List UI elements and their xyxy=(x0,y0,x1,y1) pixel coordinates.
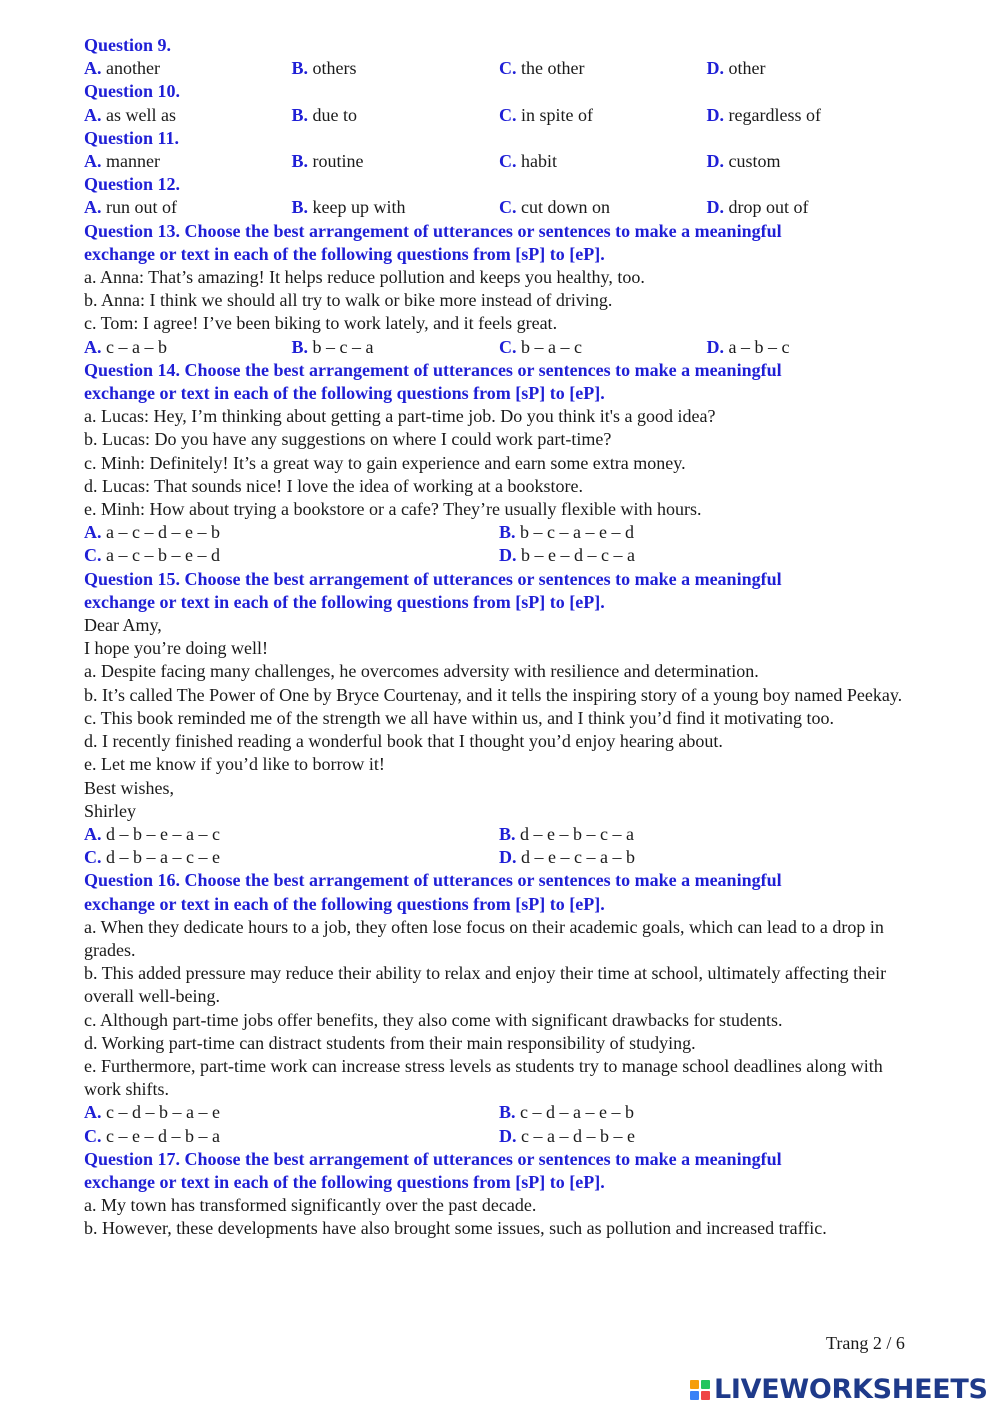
letter-signature: Shirley xyxy=(84,800,136,821)
option-d[interactable]: D. drop out of xyxy=(706,197,809,218)
utterance-b: b. Anna: I think we should all try to walk or bike more instead of driving. xyxy=(84,290,613,311)
option-c[interactable]: C. habit xyxy=(499,151,557,172)
sentence-a: a. My town has transformed significantly over the past decade. xyxy=(84,1195,537,1216)
sentence-c: c. Although part-time jobs offer benefits, they also come with significant drawbacks for students. xyxy=(84,1009,783,1030)
question-13-options xyxy=(84,336,914,359)
option-d[interactable]: D. b – e – d – c – a xyxy=(499,545,635,566)
sentence-b: b. This added pressure may reduce their ability to relax and enjoy their time at school, ultimately affecting their overall well-being. xyxy=(84,963,887,1007)
question-13-title: Question 13. Choose the best arrangement of utterances or sentences to make a meaningful xyxy=(84,220,782,241)
option-b[interactable]: B. others xyxy=(291,58,357,79)
sentence-d: d. I recently finished reading a wonderful book that I thought you’d enjoy hearing about. xyxy=(84,731,723,752)
question-9-options xyxy=(84,57,914,80)
question-10-title: Question 10. xyxy=(84,81,181,102)
question-10-options xyxy=(84,104,914,127)
utterance-d: d. Lucas: That sounds nice! I love the idea of working at a bookstore. xyxy=(84,475,584,496)
question-15-title: Question 15. Choose the best arrangement of utterances or sentences to make a meaningful xyxy=(84,568,782,589)
letter-opening: I hope you’re doing well! xyxy=(84,638,268,659)
option-b[interactable]: B. c – d – a – e – b xyxy=(499,1102,634,1123)
option-c[interactable]: C. a – c – b – e – d xyxy=(84,545,220,566)
option-d[interactable]: D. c – a – d – b – e xyxy=(499,1125,635,1146)
question-12-title: Question 12. xyxy=(84,174,181,195)
option-a[interactable]: A. another xyxy=(84,58,160,79)
option-c[interactable]: C. b – a – c xyxy=(499,336,582,357)
question-16-title: Question 16. Choose the best arrangement of utterances or sentences to make a meaningful xyxy=(84,870,782,891)
liveworksheets-logo xyxy=(690,1374,988,1405)
logo-text: LIVEWORKSHEETS xyxy=(714,1374,988,1405)
question-15-options-row2 xyxy=(84,846,914,869)
sentence-b: b. However, these developments have also brought some issues, such as pollution and increased traffic. xyxy=(84,1218,827,1239)
question-9-title: Question 9. xyxy=(84,35,172,55)
option-a[interactable]: A. manner xyxy=(84,151,160,172)
option-d[interactable]: D. d – e – c – a – b xyxy=(499,847,635,868)
option-d[interactable]: D. other xyxy=(706,58,766,79)
question-17-title: Question 17. Choose the best arrangement of utterances or sentences to make a meaningful xyxy=(84,1148,782,1169)
page-number: Trang 2 / 6 xyxy=(826,1333,905,1353)
question-15-options-row1 xyxy=(84,823,914,846)
option-c[interactable]: C. in spite of xyxy=(499,104,593,125)
sentence-a: a. Despite facing many challenges, he overcomes adversity with resilience and determination. xyxy=(84,661,759,682)
utterance-a: a. Anna: That’s amazing! It helps reduce pollution and keeps you healthy, too. xyxy=(84,267,645,288)
question-15-title-cont: exchange or text in each of the following questions from [sP] to [eP]. xyxy=(84,591,605,612)
option-b[interactable]: B. due to xyxy=(291,104,358,125)
question-11-title: Question 11. xyxy=(84,127,180,148)
option-d[interactable]: D. regardless of xyxy=(706,104,821,125)
question-16-title-cont: exchange or text in each of the following questions from [sP] to [eP]. xyxy=(84,893,605,914)
question-16-options-row2 xyxy=(84,1125,914,1148)
letter-greeting: Dear Amy, xyxy=(84,615,162,636)
question-14-title-cont: exchange or text in each of the following questions from [sP] to [eP]. xyxy=(84,383,605,404)
sentence-e: e. Furthermore, part-time work can increase stress levels as students try to manage school deadlines along with work shifts. xyxy=(84,1055,883,1100)
option-b[interactable]: B. b – c – a – e – d xyxy=(499,522,634,543)
question-13-title-cont: exchange or text in each of the following questions from [sP] to [eP]. xyxy=(84,243,605,264)
sentence-d: d. Working part-time can distract students from their main responsibility of studying. xyxy=(84,1032,696,1053)
option-b[interactable]: B. b – c – a xyxy=(291,336,374,357)
question-12-options xyxy=(84,196,914,219)
logo-icon xyxy=(690,1380,710,1400)
worksheet-page xyxy=(84,34,914,1241)
utterance-e: e. Minh: How about trying a bookstore or a cafe? They’re usually flexible with hours. xyxy=(84,499,702,520)
option-a[interactable]: A. c – d – b – a – e xyxy=(84,1102,220,1123)
question-14-options-row2 xyxy=(84,544,914,567)
option-a[interactable]: A. a – c – d – e – b xyxy=(84,522,220,543)
sentence-a: a. When they dedicate hours to a job, they often lose focus on their academic goals, which can lead to a drop in grades. xyxy=(84,916,884,960)
option-a[interactable]: A. d – b – e – a – c xyxy=(84,823,220,844)
sentence-b: b. It’s called The Power of One by Bryce Courtenay, and it tells the inspiring story of a young boy named Peekay. xyxy=(84,684,903,705)
sentence-e: e. Let me know if you’d like to borrow it! xyxy=(84,754,385,775)
option-c[interactable]: C. c – e – d – b – a xyxy=(84,1125,220,1146)
option-a[interactable]: A. run out of xyxy=(84,197,177,218)
utterance-c: c. Minh: Definitely! It’s a great way to gain experience and earn some extra money. xyxy=(84,452,686,473)
option-c[interactable]: C. cut down on xyxy=(499,197,610,218)
option-c[interactable]: C. d – b – a – c – e xyxy=(84,847,220,868)
question-14-title: Question 14. Choose the best arrangement of utterances or sentences to make a meaningful xyxy=(84,359,782,380)
question-11-options xyxy=(84,150,914,173)
option-d[interactable]: D. custom xyxy=(706,151,781,172)
utterance-a: a. Lucas: Hey, I’m thinking about getting a part-time job. Do you think it's a good idea? xyxy=(84,406,716,427)
option-b[interactable]: B. routine xyxy=(291,151,364,172)
utterance-c: c. Tom: I agree! I’ve been biking to work lately, and it feels great. xyxy=(84,313,558,334)
option-d[interactable]: D. a – b – c xyxy=(706,336,790,357)
option-a[interactable]: A. as well as xyxy=(84,104,176,125)
option-b[interactable]: B. d – e – b – c – a xyxy=(499,823,634,844)
option-c[interactable]: C. the other xyxy=(499,58,585,79)
question-16-options-row1 xyxy=(84,1101,914,1124)
sentence-c: c. This book reminded me of the strength we all have within us, and I think you’d find it motivating too. xyxy=(84,707,835,728)
question-14-options-row1 xyxy=(84,521,914,544)
utterance-b: b. Lucas: Do you have any suggestions on where I could work part-time? xyxy=(84,429,612,450)
option-b[interactable]: B. keep up with xyxy=(291,197,406,218)
option-a[interactable]: A. c – a – b xyxy=(84,336,167,357)
letter-closing: Best wishes, xyxy=(84,777,174,798)
question-17-title-cont: exchange or text in each of the following questions from [sP] to [eP]. xyxy=(84,1171,605,1192)
